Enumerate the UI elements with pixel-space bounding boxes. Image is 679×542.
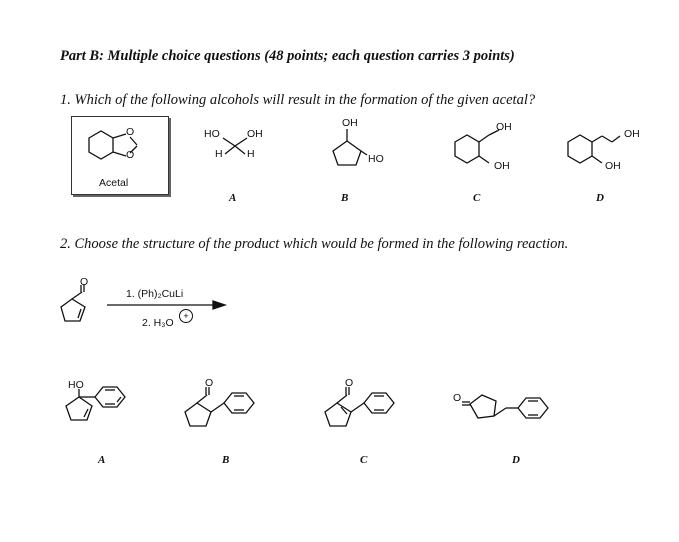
- q2-option-d[interactable]: D: [512, 454, 520, 466]
- reaction-arrow-icon: [105, 298, 230, 312]
- q1-a-ho: HO: [204, 128, 220, 140]
- q2-c-o: O: [345, 377, 354, 389]
- acetal-o-top: O: [126, 126, 135, 138]
- q2-option-c[interactable]: C: [360, 454, 368, 466]
- q2-reactant-o: O: [80, 276, 89, 288]
- q1-c-oh2: OH: [494, 160, 510, 172]
- q1-option-a[interactable]: A: [229, 192, 237, 204]
- acetal-label: Acetal: [99, 177, 129, 189]
- acetal-o-bottom: O: [126, 149, 135, 161]
- q1-a-h2: H: [247, 148, 255, 160]
- q1-option-b[interactable]: B: [341, 192, 349, 204]
- q2-option-c-structure: [320, 375, 415, 445]
- q2-reagent-2: 2. H₃O: [142, 317, 174, 329]
- q1-a-h1: H: [215, 148, 223, 160]
- q1-option-c-structure: [445, 118, 525, 178]
- question-2-text: 2. Choose the structure of the product which would be formed in the following reaction.: [60, 236, 569, 252]
- q1-b-oh: OH: [342, 117, 358, 129]
- q1-a-oh: OH: [247, 128, 263, 140]
- q1-c-oh1: OH: [496, 121, 512, 133]
- q2-reagent-1: 1. (Ph)₂CuLi: [126, 288, 184, 300]
- q1-option-d-structure: [558, 118, 648, 178]
- q2-b-o: O: [205, 377, 214, 389]
- q1-d-oh1: OH: [624, 128, 640, 140]
- q1-d-oh2: OH: [605, 160, 621, 172]
- q1-option-d[interactable]: D: [596, 192, 604, 204]
- question-1-text: 1. Which of the following alcohols will result in the formation of the given acetal?: [60, 92, 536, 108]
- q2-option-b[interactable]: B: [222, 454, 230, 466]
- q2-option-d-structure: [450, 382, 580, 442]
- plus-charge-icon: +: [179, 309, 193, 323]
- q2-option-a[interactable]: A: [98, 454, 106, 466]
- q1-b-ho: HO: [368, 153, 384, 165]
- q2-a-ho: HO: [68, 379, 84, 391]
- q2-d-o: O: [453, 392, 462, 404]
- q1-option-c[interactable]: C: [473, 192, 481, 204]
- part-title: Part B: Multiple choice questions (48 points; each question carries 3 points): [60, 48, 515, 64]
- q2-option-b-structure: [180, 375, 275, 445]
